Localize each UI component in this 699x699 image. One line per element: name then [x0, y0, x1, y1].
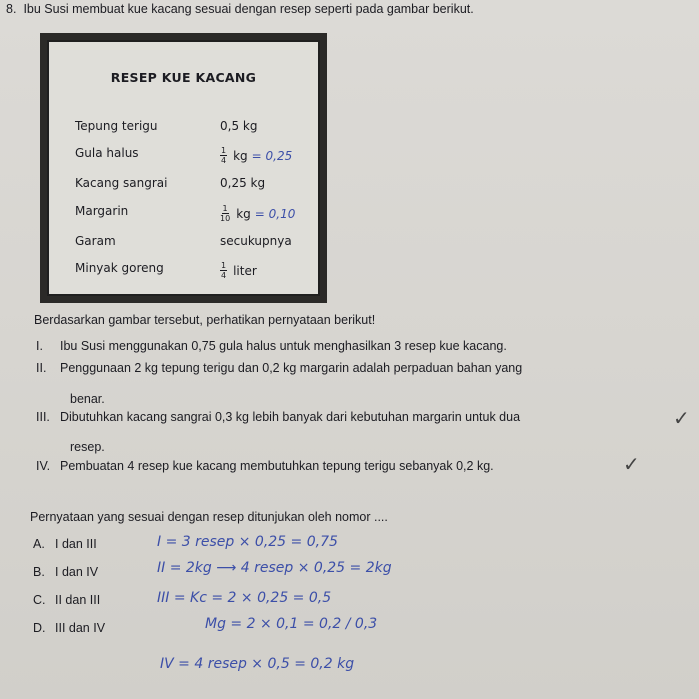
option-c[interactable]: C. II dan III: [33, 593, 101, 607]
ingredient-qty: $\frac{1}{4}$ kg = 0,25: [221, 146, 293, 165]
ingredient-qty: 0,25 kg: [220, 176, 266, 190]
ingredient-name: Garam: [75, 234, 116, 248]
statements-intro: Berdasarkan gambar tersebut, perhatikan pernyataan berikut!: [34, 313, 376, 327]
fraction: $\frac{1}{4}$: [221, 261, 227, 280]
question-prompt: Pernyataan yang sesuai dengan resep ditunjukan oleh nomor ....: [30, 510, 388, 524]
statement-1: I. Ibu Susi menggunakan 0,75 gula halus untuk menghasilkan 3 resep kue kacang.: [36, 339, 507, 353]
recipe-title: RESEP KUE KACANG: [110, 70, 257, 85]
handwritten-note: = 0,10: [254, 206, 296, 221]
recipe-row-garam: [75, 234, 315, 254]
recipe-image: [40, 33, 327, 303]
recipe-card: [47, 40, 320, 296]
handwritten-note: = 0,25: [251, 148, 293, 163]
ingredient-name: Margarin: [75, 204, 129, 218]
ingredient-name: Kacang sangrai: [75, 176, 168, 190]
handwritten-work-5: IV = 4 resep × 0,5 = 0,2 kg: [160, 656, 355, 672]
option-a[interactable]: A. I dan III: [33, 537, 97, 551]
recipe-row-gula: [75, 146, 315, 166]
fraction: $\frac{1}{4}$: [221, 146, 227, 165]
recipe-row-tepung: [75, 119, 315, 139]
handwritten-work-2: II = 2kg ⟶ 4 resep × 0,25 = 2kg: [157, 560, 392, 576]
question-number: 8.: [6, 2, 17, 16]
statement-3: III. Dibutuhkan kacang sangrai 0,3 kg lebih banyak dari kebutuhan margarin untuk dua: [36, 410, 521, 424]
ingredient-qty: $\frac{1}{10}$ kg = 0,10: [220, 204, 296, 223]
handwritten-work-4: Mg = 2 × 0,1 = 0,2 / 0,3: [205, 616, 378, 632]
ingredient-name: Minyak goreng: [75, 261, 164, 275]
ingredient-qty: $\frac{1}{4}$ liter: [221, 261, 257, 280]
ingredient-qty: secukupnya: [220, 234, 292, 248]
fraction: $\frac{1}{10}$: [220, 204, 231, 223]
recipe-row-margarin: [75, 204, 315, 224]
question-text: Ibu Susi membuat kue kacang sesuai dengan resep seperti pada gambar berikut.: [23, 2, 474, 16]
check-mark-icon: ✓: [623, 452, 640, 476]
ingredient-name: Tepung terigu: [75, 119, 158, 133]
ingredient-qty: 0,5 kg: [220, 119, 258, 133]
option-b[interactable]: B. I dan IV: [33, 565, 99, 579]
check-mark-icon: ✓: [673, 406, 690, 430]
statement-2-continued: benar.: [70, 392, 105, 406]
statement-2: II. Penggunaan 2 kg tepung terigu dan 0,2 kg margarin adalah perpaduan bahan yang: [36, 361, 523, 375]
statement-4: IV. Pembuatan 4 resep kue kacang membutuhkan tepung terigu sebanyak 0,2 kg.: [36, 459, 494, 473]
option-d[interactable]: D. III dan IV: [33, 621, 106, 635]
ingredient-name: Gula halus: [75, 146, 139, 160]
recipe-row-kacang: [75, 176, 315, 196]
handwritten-work-1: I = 3 resep × 0,25 = 0,75: [157, 534, 338, 550]
handwritten-work-3: III = Kc = 2 × 0,25 = 0,5: [157, 590, 332, 606]
question-header: [6, 2, 474, 16]
statement-3-continued: resep.: [70, 440, 105, 454]
recipe-row-minyak: [75, 261, 315, 281]
